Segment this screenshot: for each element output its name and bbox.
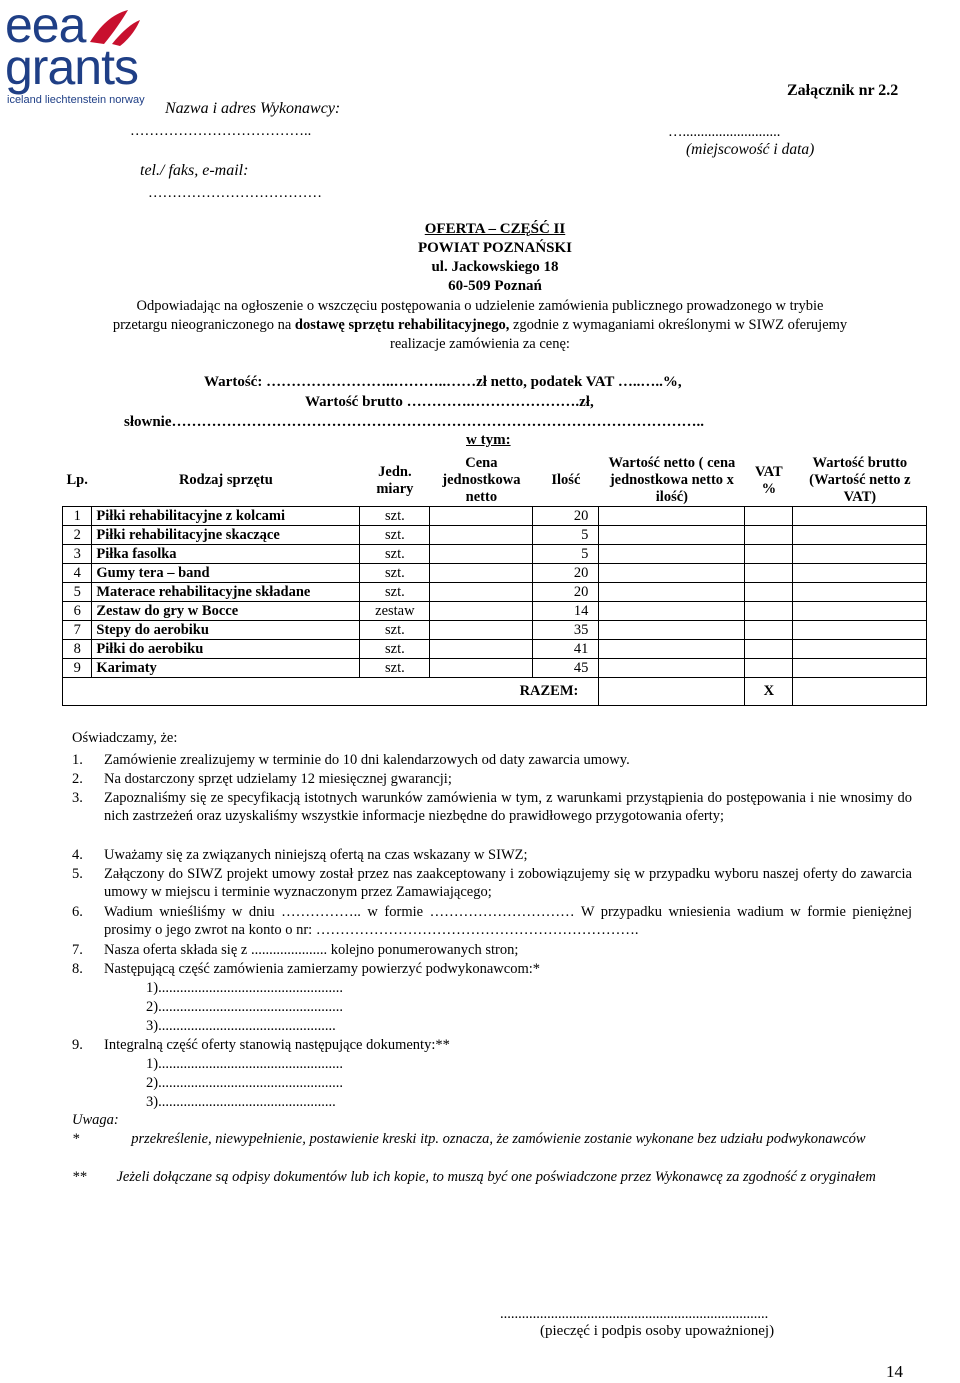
table-row bbox=[63, 583, 927, 602]
declaration-4 bbox=[72, 846, 912, 864]
row-vat[interactable] bbox=[745, 526, 793, 545]
declaration-2 bbox=[72, 770, 912, 788]
row-price[interactable] bbox=[430, 621, 533, 640]
declaration-8 bbox=[72, 960, 912, 978]
row-qty: 5 bbox=[533, 545, 599, 564]
notes-label: Uwaga: bbox=[72, 1112, 119, 1128]
row-vat[interactable] bbox=[745, 507, 793, 526]
value-line: Wartość: ……………………..………..……zł netto, podatek VAT …..…..%, bbox=[204, 374, 682, 390]
title-line1: OFERTA – CZĘŚĆ II bbox=[424, 221, 566, 237]
table-header-row bbox=[63, 455, 927, 507]
logo-line2: grants bbox=[5, 39, 138, 95]
document-line: 2)................................................... bbox=[146, 1075, 343, 1091]
item-number: 4. bbox=[72, 847, 83, 863]
row-unit: szt. bbox=[360, 564, 430, 583]
row-gross[interactable] bbox=[793, 621, 927, 640]
row-qty: 41 bbox=[533, 640, 599, 659]
row-unit: szt. bbox=[360, 526, 430, 545]
table-row bbox=[63, 659, 927, 678]
table-row bbox=[63, 564, 927, 583]
row-lp: 1 bbox=[63, 507, 92, 526]
col-unit: Jedn. miary bbox=[376, 463, 414, 497]
col-quantity: Ilość bbox=[551, 472, 581, 488]
row-gross[interactable] bbox=[793, 602, 927, 621]
total-net[interactable] bbox=[599, 678, 745, 706]
document-line: 1)................................................... bbox=[146, 1056, 343, 1072]
row-net[interactable] bbox=[599, 507, 745, 526]
table-row bbox=[63, 507, 927, 526]
row-vat[interactable] bbox=[745, 621, 793, 640]
total-label: RAZEM: bbox=[63, 678, 599, 706]
row-price[interactable] bbox=[430, 640, 533, 659]
row-gross[interactable] bbox=[793, 659, 927, 678]
row-net[interactable] bbox=[599, 640, 745, 659]
row-price[interactable] bbox=[430, 583, 533, 602]
note-text: Jeżeli dołączane są odpisy dokumentów lub ich kopie, to muszą być one poświadczone przez Wykonawcę za zgodność z oryginałem bbox=[116, 1169, 876, 1185]
row-qty: 20 bbox=[533, 583, 599, 602]
row-name: Piłki do aerobiku bbox=[92, 640, 360, 659]
row-lp: 7 bbox=[63, 621, 92, 640]
row-price[interactable] bbox=[430, 526, 533, 545]
place-date-label: (miejscowość i data) bbox=[686, 141, 815, 158]
gross-value-line: Wartość brutto ………….………………….zł, bbox=[305, 394, 594, 410]
row-name: Piłki rehabilitacyjne z kolcami bbox=[92, 507, 360, 526]
intro-subject: dostawę sprzętu rehabilitacyjnego, bbox=[294, 317, 510, 333]
row-net[interactable] bbox=[599, 621, 745, 640]
row-price[interactable] bbox=[430, 564, 533, 583]
intro-line3: realizacje zamówienia za cenę: bbox=[390, 336, 570, 352]
row-vat[interactable] bbox=[745, 640, 793, 659]
row-vat[interactable] bbox=[745, 602, 793, 621]
documents-list bbox=[146, 1055, 343, 1112]
intro-text-end: zgodnie z wymaganiami określonymi w SIWZ oferujemy bbox=[509, 317, 848, 333]
value-in-words: słownie…………………………………………………………………………………………….. bbox=[124, 414, 705, 430]
col-lp: Lp. bbox=[66, 472, 88, 488]
declaration-3 bbox=[72, 789, 912, 825]
attachment-number: Załącznik nr 2.2 bbox=[787, 82, 899, 99]
equipment-table bbox=[62, 455, 927, 706]
total-gross[interactable] bbox=[793, 678, 927, 706]
table-row bbox=[63, 545, 927, 564]
item-text: Załączony do SIWZ projekt umowy został przez nas zaakceptowany i zobowiązujemy się w przypadku wyboru naszej oferty do zawarcia umowy w miejscu i terminie wyznaczonym przez Zamawiającego; bbox=[104, 866, 912, 900]
declaration-1 bbox=[72, 751, 912, 769]
logo-line1: eea bbox=[5, 0, 86, 53]
row-gross[interactable] bbox=[793, 640, 927, 659]
intro-line1: Odpowiadając na ogłoszenie o wszczęciu postępowania o udzielenie zamówienia publicznego prowadzonego w trybie bbox=[136, 298, 824, 314]
item-number: 6. bbox=[72, 904, 83, 920]
table-row bbox=[63, 640, 927, 659]
row-qty: 5 bbox=[533, 526, 599, 545]
row-gross[interactable] bbox=[793, 545, 927, 564]
title-line3: ul. Jackowskiego 18 bbox=[431, 259, 559, 275]
contractor-label: Nazwa i adres Wykonawcy: bbox=[165, 100, 341, 117]
item-number: 2. bbox=[72, 771, 83, 787]
row-net[interactable] bbox=[599, 602, 745, 621]
item-number: 7. bbox=[72, 942, 83, 958]
row-vat[interactable] bbox=[745, 545, 793, 564]
subcontractor-line: 3)................................................. bbox=[146, 1018, 336, 1034]
item-number: 9. bbox=[72, 1037, 83, 1053]
row-lp: 2 bbox=[63, 526, 92, 545]
item-text: Integralną część oferty stanowią następujące dokumenty:** bbox=[104, 1037, 450, 1053]
title-line4: 60-509 Poznań bbox=[448, 278, 542, 294]
declaration-9 bbox=[72, 1036, 912, 1054]
subcontractor-line: 1)................................................... bbox=[146, 980, 343, 996]
note-1 bbox=[72, 1130, 912, 1148]
row-vat[interactable] bbox=[745, 659, 793, 678]
row-lp: 3 bbox=[63, 545, 92, 564]
page-number: 14 bbox=[886, 1362, 903, 1381]
signature-dots: .......................................................................... bbox=[500, 1306, 769, 1322]
item-text: Zamówienie zrealizujemy w terminie do 10 dni kalendarzowych od daty zawarcia umowy. bbox=[104, 752, 630, 768]
signature-label: (pieczęć i podpis osoby upoważnionej) bbox=[540, 1323, 775, 1339]
note-text: przekreślenie, niewypełnienie, postawienie kreski itp. oznacza, że zamówienie zostanie wykonane bez udziału podwykonawców bbox=[131, 1131, 866, 1147]
logo-tagline: iceland liechtenstein norway bbox=[7, 94, 145, 106]
contractor-dots: ……………………………….. bbox=[130, 123, 312, 139]
col-unit-price: Cena jednostkowa netto bbox=[442, 455, 521, 505]
item-number: 3. bbox=[72, 790, 83, 806]
row-unit: szt. bbox=[360, 545, 430, 564]
row-net[interactable] bbox=[599, 659, 745, 678]
row-price[interactable] bbox=[430, 659, 533, 678]
row-gross[interactable] bbox=[793, 526, 927, 545]
title-line2: POWIAT POZNAŃSKI bbox=[417, 240, 573, 256]
row-vat[interactable] bbox=[745, 583, 793, 602]
contact-dots: ……………………………… bbox=[148, 185, 322, 201]
item-text: Zapoznaliśmy się ze specyfikacją istotnych warunków zamówienia w tym, z warunkami przystąpienia do postępowania i nie wnosimy do nich zastrzeżeń oraz uzyskaliśmy wszystkie informacje niezbędne do prawidłowego przygotowania oferty; bbox=[104, 790, 912, 824]
w-tym-label: w tym: bbox=[466, 432, 511, 448]
row-lp: 6 bbox=[63, 602, 92, 621]
intro-text: przetargu nieograniczonego na bbox=[112, 317, 295, 333]
row-price[interactable] bbox=[430, 602, 533, 621]
item-number: 5. bbox=[72, 866, 83, 882]
row-net[interactable] bbox=[599, 545, 745, 564]
row-qty: 20 bbox=[533, 507, 599, 526]
row-name: Stepy do aerobiku bbox=[92, 621, 360, 640]
row-qty: 20 bbox=[533, 564, 599, 583]
total-row bbox=[63, 678, 927, 706]
table-row bbox=[63, 526, 927, 545]
table-row bbox=[63, 602, 927, 621]
col-gross-value: Wartość brutto (Wartość netto z VAT) bbox=[809, 455, 911, 505]
col-net-value: Wartość netto ( cena jednostkowa netto x ilość) bbox=[608, 455, 736, 505]
note-mark: ** bbox=[72, 1169, 87, 1185]
row-lp: 9 bbox=[63, 659, 92, 678]
row-gross[interactable] bbox=[793, 583, 927, 602]
declaration-5 bbox=[72, 865, 912, 901]
row-name: Gumy tera – band bbox=[92, 564, 360, 583]
item-text: Wadium wnieśliśmy w dniu …………….. w formie ………………………… W przypadku wniesienia wadium w formie pieniężnej prosimy o jego zwrot na konto o nr: …………………………………………………………. bbox=[104, 904, 912, 938]
row-lp: 5 bbox=[63, 583, 92, 602]
row-net[interactable] bbox=[599, 526, 745, 545]
row-lp: 8 bbox=[63, 640, 92, 659]
row-name: Piłka fasolka bbox=[92, 545, 360, 564]
item-number: 1. bbox=[72, 752, 83, 768]
contact-label: tel./ faks, e-mail: bbox=[140, 162, 249, 179]
row-unit: szt. bbox=[360, 659, 430, 678]
place-date-dots: …........................... bbox=[668, 124, 781, 140]
intro-line2 bbox=[20, 316, 940, 335]
document-line: 3)................................................. bbox=[146, 1094, 336, 1110]
row-price[interactable] bbox=[430, 507, 533, 526]
declaration-6 bbox=[72, 903, 912, 939]
row-net[interactable] bbox=[599, 583, 745, 602]
row-unit: szt. bbox=[360, 583, 430, 602]
row-name: Piłki rehabilitacyjne skaczące bbox=[92, 526, 360, 545]
subcontractor-list bbox=[146, 979, 343, 1036]
row-net[interactable] bbox=[599, 564, 745, 583]
total-vat: X bbox=[745, 678, 793, 706]
row-gross[interactable] bbox=[793, 564, 927, 583]
row-gross[interactable] bbox=[793, 507, 927, 526]
row-vat[interactable] bbox=[745, 564, 793, 583]
item-text: Na dostarczony sprzęt udzielamy 12 miesięcznej gwarancji; bbox=[104, 771, 452, 787]
row-unit: zestaw bbox=[360, 602, 430, 621]
row-price[interactable] bbox=[430, 545, 533, 564]
declarations-intro: Oświadczamy, że: bbox=[72, 730, 178, 746]
col-vat: VAT % bbox=[755, 463, 783, 497]
row-unit: szt. bbox=[360, 640, 430, 659]
item-text: Uważamy się za związanych niniejszą ofertą na czas wskazany w SIWZ; bbox=[104, 847, 528, 863]
item-text: Nasza oferta składa się z ..................... kolejno ponumerowanych stron; bbox=[104, 942, 519, 958]
intro-paragraph bbox=[20, 297, 940, 354]
row-qty: 45 bbox=[533, 659, 599, 678]
declaration-7 bbox=[72, 941, 912, 959]
row-name: Karimaty bbox=[92, 659, 360, 678]
note-mark: * bbox=[72, 1131, 80, 1147]
offer-title bbox=[380, 220, 610, 296]
row-name: Zestaw do gry w Bocce bbox=[92, 602, 360, 621]
row-qty: 14 bbox=[533, 602, 599, 621]
row-unit: szt. bbox=[360, 507, 430, 526]
row-qty: 35 bbox=[533, 621, 599, 640]
subcontractor-line: 2)................................................... bbox=[146, 999, 343, 1015]
col-equipment: Rodzaj sprzętu bbox=[178, 472, 273, 488]
table-row bbox=[63, 621, 927, 640]
row-name: Materace rehabilitacyjne składane bbox=[92, 583, 360, 602]
row-unit: szt. bbox=[360, 621, 430, 640]
item-text: Następującą część zamówienia zamierzamy powierzyć podwykonawcom:* bbox=[104, 961, 541, 977]
row-lp: 4 bbox=[63, 564, 92, 583]
item-number: 8. bbox=[72, 961, 83, 977]
note-2 bbox=[72, 1168, 912, 1186]
